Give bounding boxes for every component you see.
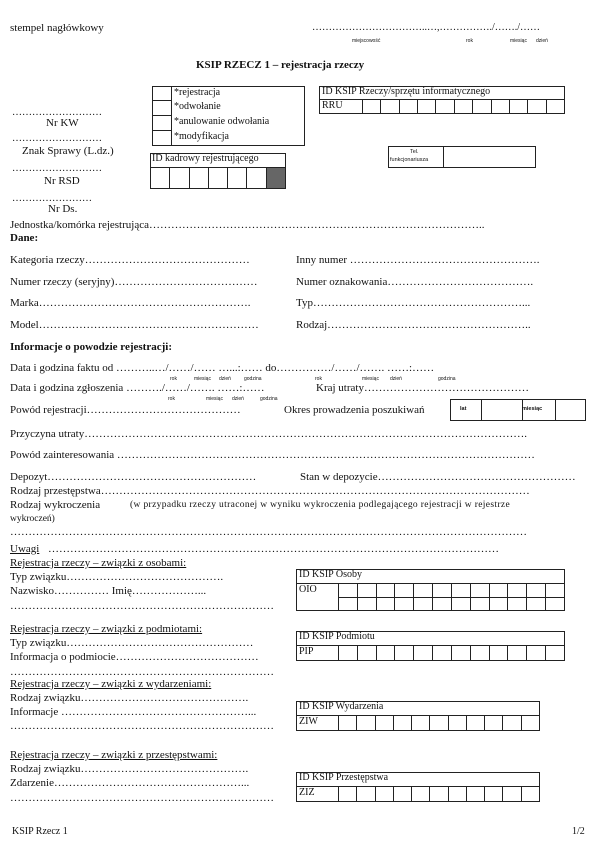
wydarzenia-rodzaj-field[interactable]: Rodzaj związku………………………………………. <box>10 692 249 704</box>
przestepstwa-zdarzenie-field[interactable]: Zdarzenie……………………………………………... <box>10 777 250 789</box>
date-line[interactable]: ……………………………..…,……………./……./…… <box>312 22 541 33</box>
depozyt-field[interactable]: Depozyt………………………………………………… <box>10 471 257 483</box>
ksip-rzeczy-cells[interactable] <box>362 99 565 114</box>
faktu-rok-2: rok <box>315 376 322 382</box>
stan-depozycie-field[interactable]: Stan w depozycie……………………………………………… <box>300 471 576 483</box>
powod-rejestracji-field[interactable]: Powód rejestracji…………………………………… <box>10 404 241 416</box>
przestepstwa-rodzaj-field[interactable]: Rodzaj związku………………………………………. <box>10 763 249 775</box>
action-odwolanie[interactable]: *odwołanie <box>174 101 221 112</box>
id-kadrowy-cells[interactable] <box>150 167 286 189</box>
kw-label: Nr KW <box>46 117 79 129</box>
kw-dots[interactable]: ……………………… <box>12 107 102 118</box>
kraj-utraty-field[interactable]: Kraj utraty……………………………………… <box>316 382 529 394</box>
podmioty-dots[interactable]: ……………………………………………………………… <box>10 666 274 678</box>
faktu-godzina-2: godzina <box>438 376 456 382</box>
ksip-przestepstwa-title: ID KSIP Przestępstwa <box>299 772 389 783</box>
ksip-przestepstwa-code: ZIZ <box>299 787 315 798</box>
place-label: miejscowość <box>352 38 381 44</box>
rsd-dots[interactable]: ……………………… <box>12 163 102 174</box>
uwagi-field[interactable]: …………………………………………………………………………………………………………… <box>48 543 499 555</box>
wykroczenia-dots[interactable]: …………………………………………………………………………………………………………………………… <box>10 526 527 538</box>
zgl-dzien: dzień <box>232 396 244 402</box>
faktu-dzien: dzień <box>219 376 231 382</box>
ksip-podmiotu-code: PIP <box>299 646 314 657</box>
ksip-rzeczy-code: RRU <box>322 100 343 111</box>
zgl-miesiac: miesiąc <box>206 396 223 402</box>
wykroczenia-note: (w przypadku rzeczy utraconej w wyniku wykroczenia podlegającego rejestracji w rejestrze <box>130 500 511 510</box>
ksip-podmiotu-title: ID KSIP Podmiotu <box>299 631 375 642</box>
action-checkbox-column <box>152 86 172 146</box>
podmioty-info-field[interactable]: Informacja o podmiocie………………………………… <box>10 651 259 663</box>
podmioty-heading: Rejestracja rzeczy – związki z podmiotami: <box>10 623 203 635</box>
numer-oznakowania-field[interactable]: Numer oznakowania…………………………………. <box>296 276 534 288</box>
rodzaj-wykroczenia-label: Rodzaj wykroczenia <box>10 499 101 511</box>
faktu-dzien-2: dzień <box>390 376 402 382</box>
ksip-wydarzenia-cells[interactable] <box>338 715 540 731</box>
rodzaj-field[interactable]: Rodzaj……………………………………………….. <box>296 319 531 331</box>
jednostka-field[interactable]: Jednostka/komórka rejestrująca……………………………………………………………………………….. <box>10 219 485 231</box>
ksip-przestepstwa-cells[interactable] <box>338 786 540 802</box>
tel-label: Tel. <box>410 149 419 155</box>
osoby-dots[interactable]: ……………………………………………………………… <box>10 600 274 612</box>
kategoria-field[interactable]: Kategoria rzeczy……………………………………… <box>10 254 250 266</box>
osoby-heading: Rejestracja rzeczy – związki z osobami: <box>10 557 187 569</box>
faktu-miesiac: miesiąc <box>194 376 211 382</box>
faktu-miesiac-2: miesiąc <box>362 376 379 382</box>
znak-label: Znak Sprawy (L.dz.) <box>22 145 114 157</box>
uwagi-label: Uwagi <box>10 543 40 555</box>
dane-heading: Dane: <box>10 232 39 244</box>
ksip-osoby-title: ID KSIP Osoby <box>299 569 362 580</box>
faktu-rok: rok <box>170 376 177 382</box>
wykroczenia-note-2: wykroczeń) <box>10 514 55 524</box>
zgl-godzina: godzina <box>260 396 278 402</box>
form-title: KSIP RZECZ 1 – rejestracja rzeczy <box>196 59 365 71</box>
marka-field[interactable]: Marka…………………………………………………. <box>10 297 251 309</box>
przestepstwa-dots[interactable]: ……………………………………………………………… <box>10 792 274 804</box>
data-zgloszenia-field[interactable]: Data i godzina zgłoszenia ………./……/……. ……:…… <box>10 382 265 394</box>
okres-box[interactable] <box>450 399 586 421</box>
rodzaj-przestepstwa-field[interactable]: Rodzaj przestępstwa……………………………………………………………………………………………………… <box>10 485 530 497</box>
ksip-wydarzenia-code: ZIW <box>299 716 318 727</box>
ksip-rzeczy-title: ID KSIP Rzeczy/sprzętu informatycznego <box>322 86 491 97</box>
model-field[interactable]: Model…………………………………………………… <box>10 319 259 331</box>
okres-label: Okres prowadzenia poszukiwań <box>284 404 425 416</box>
data-faktu-field[interactable]: Data i godzina faktu od ………..…/……/…… …...:…… do……………/……/……. ……:…… <box>10 362 435 374</box>
ksip-podmiotu-cells[interactable] <box>338 645 565 661</box>
przyczyna-field[interactable]: Przyczyna utraty…………………………………………………………………………………………………………. <box>10 428 527 440</box>
podmioty-typ-field[interactable]: Typ związku…………………………………………… <box>10 637 254 649</box>
stamp-label: stempel nagłówkowy <box>10 22 104 34</box>
footer-page-number: 1/2 <box>572 826 585 837</box>
wydarzenia-dots[interactable]: ……………………………………………………………… <box>10 720 274 732</box>
id-kadrowy-title: ID kadrowy rejestrującego <box>152 153 259 164</box>
action-modyfikacja[interactable]: *modyfikacja <box>174 131 229 142</box>
typ-field[interactable]: Typ…………………………………………………... <box>296 297 531 309</box>
tel-label-2: funkcjonariusza <box>390 157 429 163</box>
ksip-wydarzenia-title: ID KSIP Wydarzenia <box>299 701 384 712</box>
ds-label: Nr Ds. <box>48 203 78 215</box>
znak-dots[interactable]: ……………………… <box>12 133 102 144</box>
okres-miesiac-label: miesiąc <box>522 406 543 412</box>
year-label: rok <box>466 38 473 44</box>
action-anulowanie[interactable]: *anulowanie odwołania <box>174 116 270 127</box>
action-rejestracja[interactable]: *rejestracja <box>174 87 221 98</box>
osoby-nazwisko-imie-field[interactable]: Nazwisko…………… Imię………………... <box>10 585 207 597</box>
faktu-godzina: godzina <box>244 376 262 382</box>
month-label: miesiąc <box>510 38 527 44</box>
footer-form-name: KSIP Rzecz 1 <box>12 826 68 837</box>
przestepstwa-heading: Rejestracja rzeczy – związki z przestępstwami: <box>10 749 218 761</box>
zainteresowania-field[interactable]: Powód zainteresowania …………………………………………………………………………………………………… <box>10 449 535 461</box>
wydarzenia-heading: Rejestracja rzeczy – związki z wydarzeniami: <box>10 678 212 690</box>
okres-lat-label: lat <box>460 406 467 412</box>
info-heading: Informacje o powodzie rejestracji: <box>10 341 172 353</box>
ds-dots[interactable]: …………………… <box>12 193 92 204</box>
inny-numer-field[interactable]: Inny numer ……………………………………………. <box>296 254 540 266</box>
osoby-typ-field[interactable]: Typ związku……………………………………. <box>10 571 224 583</box>
rsd-label: Nr RSD <box>44 175 80 187</box>
day-label: dzień <box>536 38 548 44</box>
ksip-osoby-code: OIO <box>299 584 317 595</box>
numer-seryjny-field[interactable]: Numer rzeczy (seryjny)………………………………… <box>10 276 258 288</box>
zgl-rok: rok <box>168 396 175 402</box>
wydarzenia-info-field[interactable]: Informacje ……………………………………………... <box>10 706 257 718</box>
